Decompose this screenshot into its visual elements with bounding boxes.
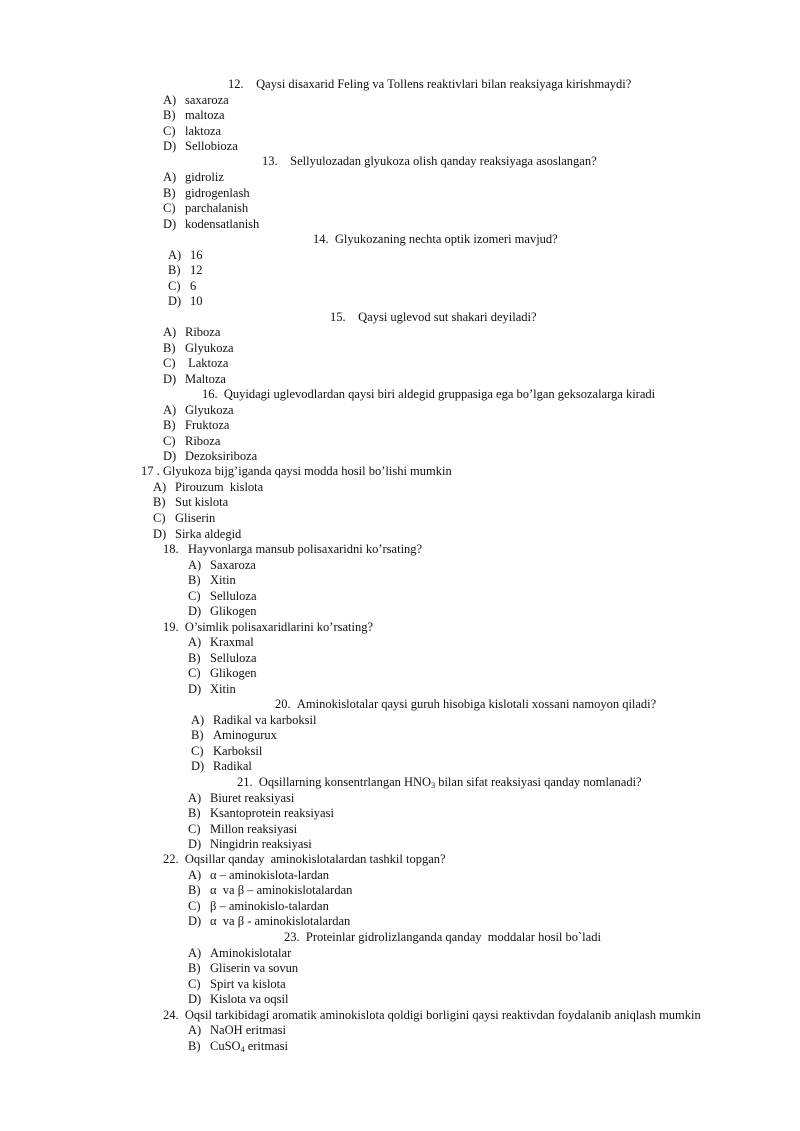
option-16-b: B) Fruktoza — [163, 418, 230, 432]
option-16-d: D) Dezoksiriboza — [163, 449, 258, 463]
option-17-c: C) Gliserin — [153, 511, 216, 525]
question-21: 21. Oqsillarning konsentrlangan $HNO_3$ bilan sifat reaksiyasi qanday nomlanadi? — [237, 775, 642, 790]
question-22: 22. Oqsillar qanday aminokislotalardan tashkil topgan? — [163, 852, 446, 866]
option-16-c: C) Riboza — [163, 434, 221, 448]
option-12-b: B) maltoza — [163, 108, 225, 122]
option-24-b: B) CuSO$_4$ eritmasi — [188, 1039, 288, 1054]
question-14: 14. Glyukozaning nechta optik izomeri mavjud? — [313, 232, 558, 246]
question-19: 19. O’simlik polisaxaridlarini ko’rsating? — [163, 620, 374, 634]
option-21-b: B) Ksantoprotein reaksiyasi — [188, 806, 334, 820]
option-19-a: A) Kraxmal — [188, 635, 254, 649]
option-17-a: A) Pirouzum kislota — [153, 480, 264, 494]
question-24: 24. Oqsil tarkibidagi aromatik aminokislota qoldigi borligini qaysi reaktivdan foydalanib aniqlash mumkin — [163, 1008, 701, 1022]
option-14-a: A) 16 — [168, 248, 203, 262]
option-19-d: D) Xitin — [188, 682, 236, 696]
option-22-a: A) α – aminokislota-lardan — [188, 868, 330, 882]
option-15-b: B) Glyukoza — [163, 341, 234, 355]
option-12-d: D) Sellobioza — [163, 139, 238, 153]
question-12: 12. Qaysi disaxarid Feling va Tollens reaktivlari bilan reaksiyaga kirishmaydi? — [228, 77, 632, 91]
option-12-c: C) laktoza — [163, 124, 222, 138]
option-23-d: D) Kislota va oqsil — [188, 992, 289, 1006]
option-24-a: A) NaOH eritmasi — [188, 1023, 287, 1037]
option-18-a: A) Saxaroza — [188, 558, 256, 572]
option-20-a: A) Radikal va karboksil — [191, 713, 317, 727]
option-13-c: C) parchalanish — [163, 201, 249, 215]
option-14-b: B) 12 — [168, 263, 203, 277]
option-21-d: D) Ningidrin reaksiyasi — [188, 837, 312, 851]
option-20-c: C) Karboksil — [191, 744, 263, 758]
option-18-b: B) Xitin — [188, 573, 236, 587]
option-21-a: A) Biuret reaksiyasi — [188, 791, 295, 805]
option-22-d: D) α va β - aminokislotalardan — [188, 914, 351, 928]
option-19-b: B) Selluloza — [188, 651, 257, 665]
option-14-c: C) 6 — [168, 279, 197, 293]
option-15-c: C) Laktoza — [163, 356, 229, 370]
question-17: 17 . Glyukoza bijg’iganda qaysi modda hosil bo’lishi mumkin — [141, 464, 452, 478]
option-20-d: D) Radikal — [191, 759, 252, 773]
option-13-b: B) gidrogenlash — [163, 186, 250, 200]
question-13: 13. Sellyulozadan glyukoza olish qanday reaksiyaga asoslangan? — [262, 154, 597, 168]
option-21-c: C) Millon reaksiyasi — [188, 822, 298, 836]
option-23-b: B) Gliserin va sovun — [188, 961, 299, 975]
option-20-b: B) Aminogurux — [191, 728, 277, 742]
question-23: 23. Proteinlar gidrolizlanganda qanday moddalar hosil bo`ladi — [284, 930, 601, 944]
option-14-d: D) 10 — [168, 294, 203, 308]
option-15-d: D) Maltoza — [163, 372, 226, 386]
option-13-a: A) gidroliz — [163, 170, 224, 184]
option-12-a: A) saxaroza — [163, 93, 229, 107]
option-15-a: A) Riboza — [163, 325, 221, 339]
option-16-a: A) Glyukoza — [163, 403, 234, 417]
option-23-a: A) Aminokislotalar — [188, 946, 292, 960]
option-22-b: B) α va β – aminokislotalardan — [188, 883, 353, 897]
option-18-c: C) Selluloza — [188, 589, 257, 603]
question-18: 18. Hayvonlarga mansub polisaxaridni ko’rsating? — [163, 542, 423, 556]
option-22-c: C) β – aminokislo-talardan — [188, 899, 329, 913]
option-13-d: D) kodensatlanish — [163, 217, 260, 231]
question-20: 20. Aminokislotalar qaysi guruh hisobiga kislotali xossani namoyon qiladi? — [275, 697, 657, 711]
option-18-d: D) Glikogen — [188, 604, 257, 618]
question-16: 16. Quyidagi uglevodlardan qaysi biri aldegid gruppasiga ega bo’lgan geksozalarga kiradi — [202, 387, 656, 401]
question-15: 15. Qaysi uglevod sut shakari deyiladi? — [330, 310, 537, 324]
option-17-b: B) Sut kislota — [153, 495, 229, 509]
option-17-d: D) Sirka aldegid — [153, 527, 242, 541]
option-19-c: C) Glikogen — [188, 666, 257, 680]
option-23-c: C) Spirt va kislota — [188, 977, 286, 991]
